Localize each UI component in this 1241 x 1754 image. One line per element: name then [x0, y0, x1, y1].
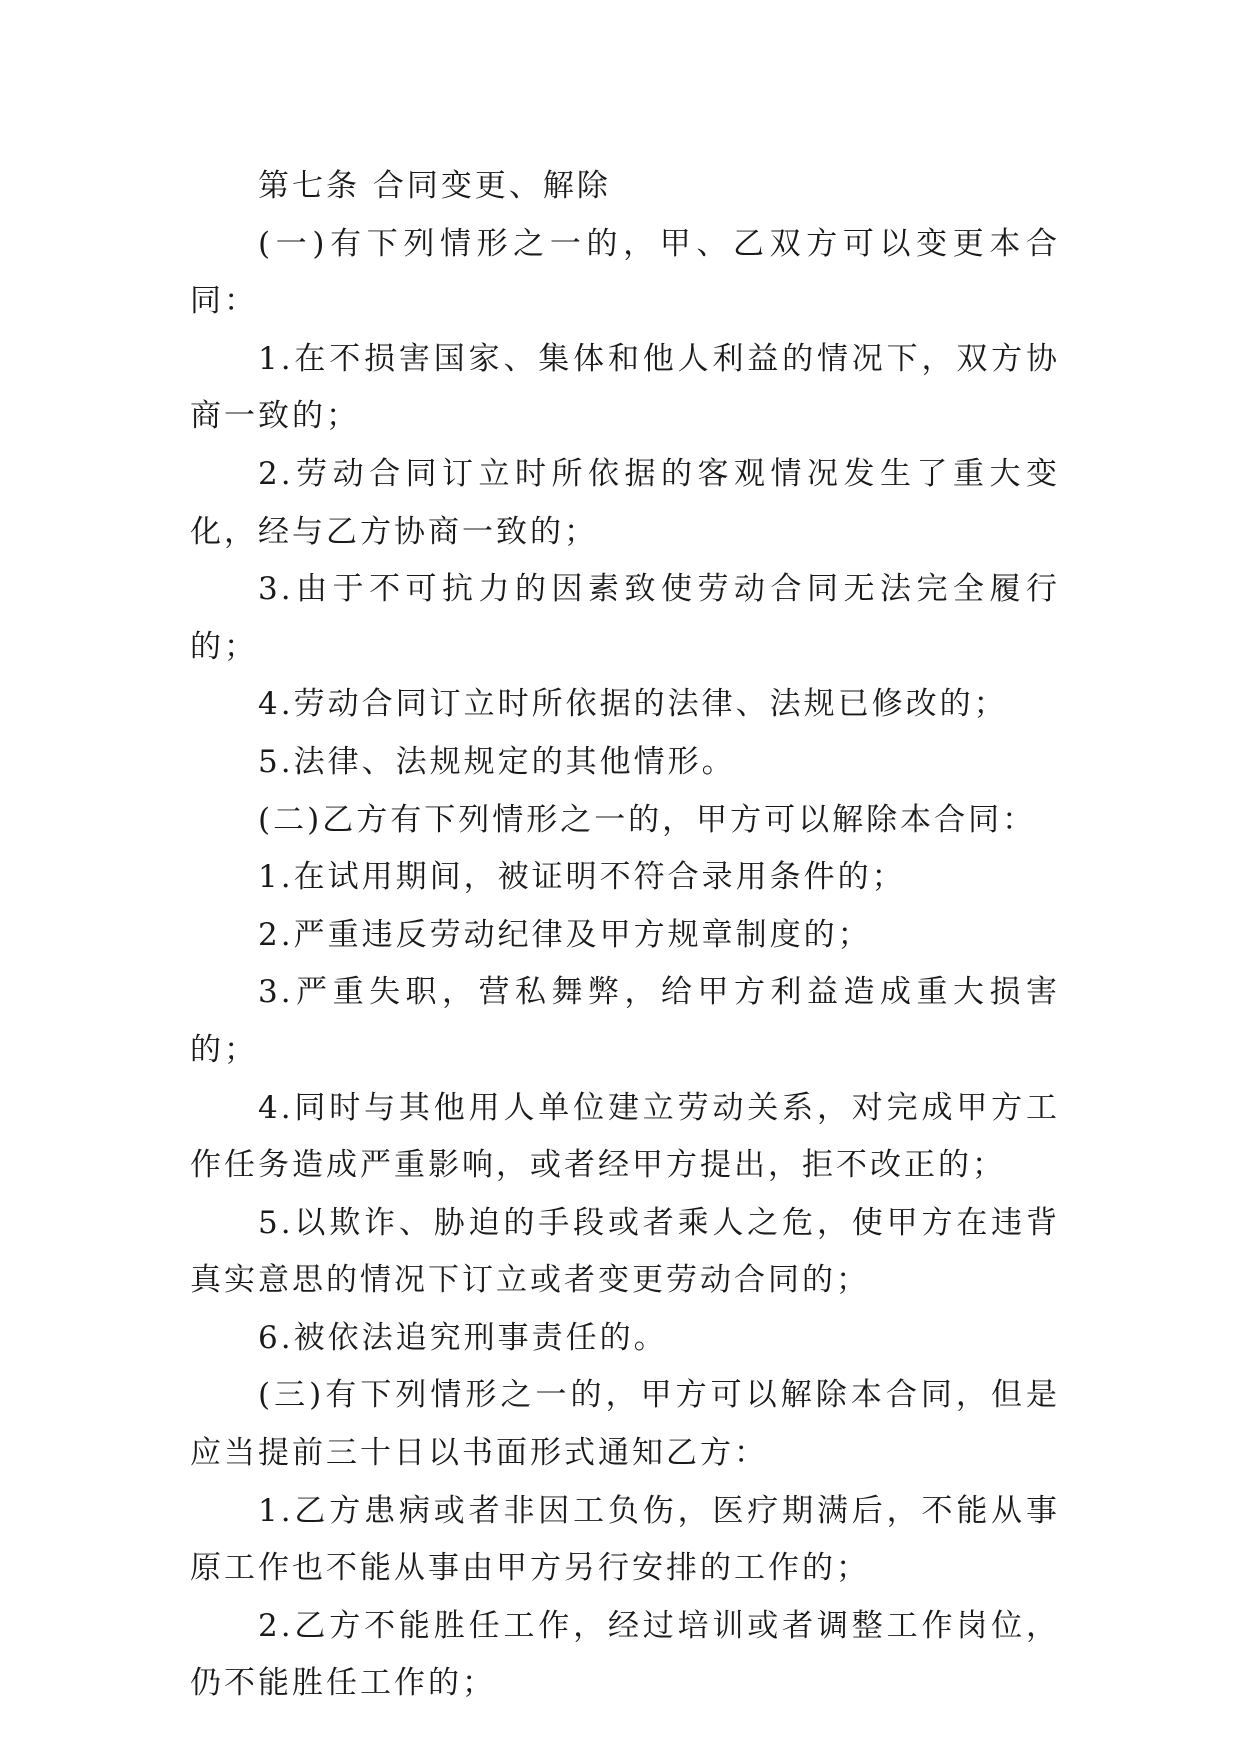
- clause-1-item-1: 1.在不损害国家、集体和他人利益的情况下，双方协商一致的；: [190, 340, 1060, 435]
- clause-1-item-5: 5.法律、法规规定的其他情形。: [258, 743, 736, 780]
- clause-2-item-5: 5.以欺诈、胁迫的手段或者乘人之危，使甲方在违背真实意思的情况下订立或者变更劳动合同的；: [190, 1204, 1060, 1299]
- clause-2-item-2: 2.严重违反劳动纪律及甲方规章制度的；: [258, 916, 872, 953]
- clause-2-item-3: 3.严重失职，营私舞弊，给甲方利益造成重大损害的；: [190, 974, 1060, 1068]
- clause-1-intro: (一)有下列情形之一的，甲、乙双方可以变更本合同：: [190, 225, 1060, 320]
- clause-1-item-2: 2.劳动合同订立时所依据的客观情况发生了重大变化，经与乙方协商一致的；: [190, 455, 1060, 550]
- clause-1-item-3: 3.由于不可抗力的因素致使劳动合同无法完全履行的；: [190, 571, 1060, 665]
- clause-2-item-4: 4.同时与其他用人单位建立劳动关系，对完成甲方工作任务造成严重影响，或者经甲方提出，拒不改正的；: [190, 1089, 1060, 1184]
- clause-2-item-6: 6.被依法追究刑事责任的。: [258, 1319, 668, 1356]
- clause-2-intro: (二)乙方有下列情形之一的，甲方可以解除本合同：: [258, 801, 1037, 838]
- document-body: [190, 158, 1060, 1713]
- clause-2-item-1: 1.在试用期间，被证明不符合录用条件的；: [258, 859, 906, 896]
- article-heading: 第七条 合同变更、解除: [258, 168, 611, 204]
- clause-1-item-4: 4.劳动合同订立时所依据的法律、法规已修改的；: [258, 686, 1008, 723]
- clause-3-intro: (三)有下列情形之一的，甲方可以解除本合同，但是应当提前三十日以书面形式通知乙方：: [190, 1377, 1060, 1472]
- clause-3-item-1: 1.乙方患病或者非因工负伤，医疗期满后，不能从事原工作也不能从事由甲方另行安排的工作的；: [190, 1492, 1060, 1587]
- clause-3-item-2: 2.乙方不能胜任工作，经过培训或者调整工作岗位，仍不能胜任工作的；: [190, 1607, 1060, 1702]
